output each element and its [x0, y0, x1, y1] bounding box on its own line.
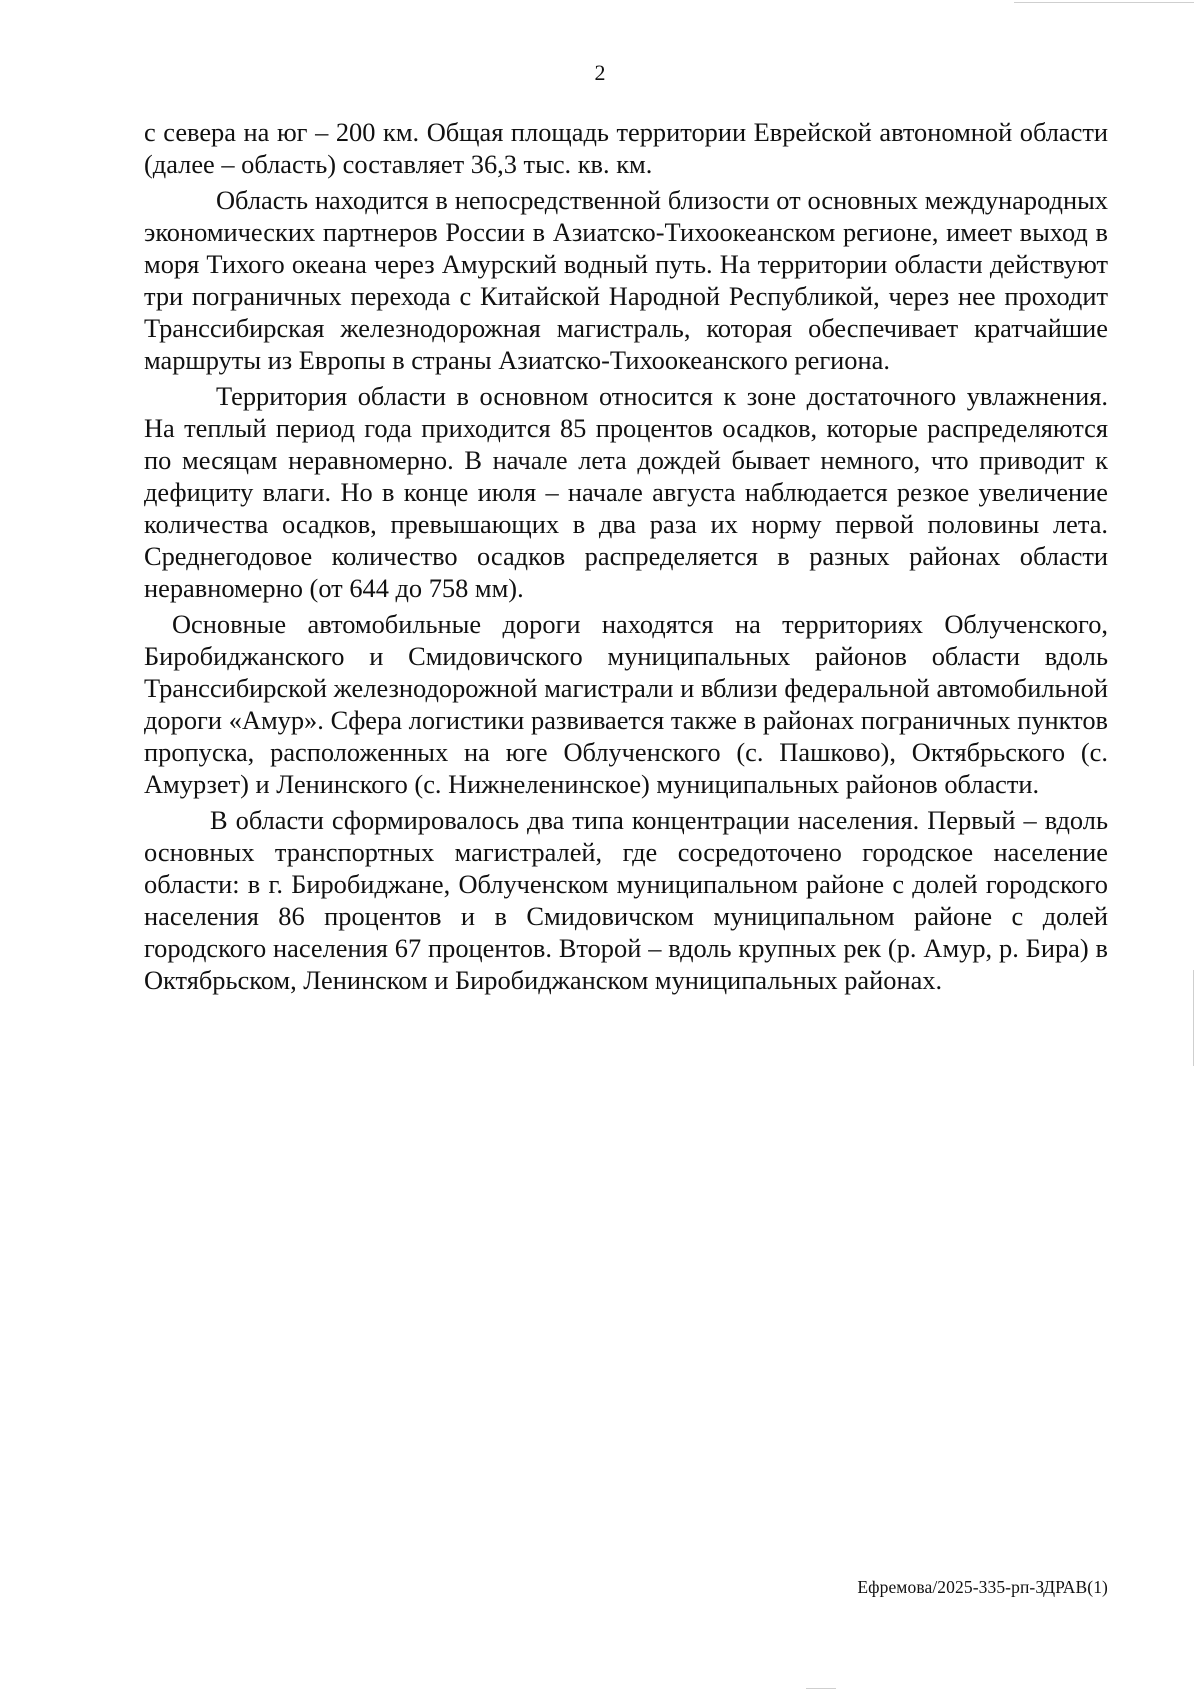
page-number: 2: [594, 60, 606, 85]
paragraph: Основные автомобильные дороги находятся на территориях Облученского, Биробиджанского и Смидовичского муниципальных районов области вдоль Транссибирской железнодорожной магистрали и вблизи федеральной автомобильной дороги «Амур». Сфера логистики развивается также в районах пограничных пунктов пропуска, расположенных на юге Облученского (с. Пашково), Октябрьского (с. Амурзет) и Ленинского (с. Нижнеленинское) муниципальных районов области.: [144, 609, 1108, 799]
paragraph: Область находится в непосредственной близости от основных международных экономических партнеров России в Азиатско-Тихоокеанском регионе, имеет выход в моря Тихого океана через Амурский водный путь. На территории области действуют три пограничных перехода с Китайской Народной Республикой, через нее проходит Транссибирская железнодорожная магистраль, которая обеспечивает кратчайшие маршруты из Европы в страны Азиатско-Тихоокеанского региона.: [144, 185, 1108, 375]
scan-edge-mark: [806, 1688, 836, 1689]
paragraph: с севера на юг – 200 км. Общая площадь территории Еврейской автономной области (далее – область) составляет 36,3 тыс. кв. км.: [144, 117, 1108, 179]
paragraph: Территория области в основном относится к зоне достаточного увлажнения. На теплый период года приходится 85 процентов осадков, которые распределяются по месяцам неравномерно. В начале лета дождей бывает немного, что приводит к дефициту влаги. Но в конце июля – начале августа наблюдается резкое увеличение количества осадков, превышающих в два раза их норму первой половины лета. Среднегодовое количество осадков распределяется в разных районах области неравномерно (от 644 до 758 мм).: [144, 381, 1108, 603]
paragraph: В области сформировалось два типа концентрации населения. Первый – вдоль основных транспортных магистралей, где сосредоточено городское население области: в г. Биробиджане, Облученском муниципальном районе с долей городского населения 86 процентов и в Смидовичском муниципальном районе с долей городского населения 67 процентов. Второй – вдоль крупных рек (р. Амур, р. Бира) в Октябрьском, Ленинском и Биробиджанском муниципальных районах.: [144, 805, 1108, 995]
scan-edge-mark: [1014, 2, 1194, 3]
document-body: [144, 116, 1108, 1000]
scan-edge-mark: [1193, 970, 1194, 1066]
document-reference: Ефремова/2025-335-рп-ЗДРАВ(1): [857, 1577, 1108, 1597]
